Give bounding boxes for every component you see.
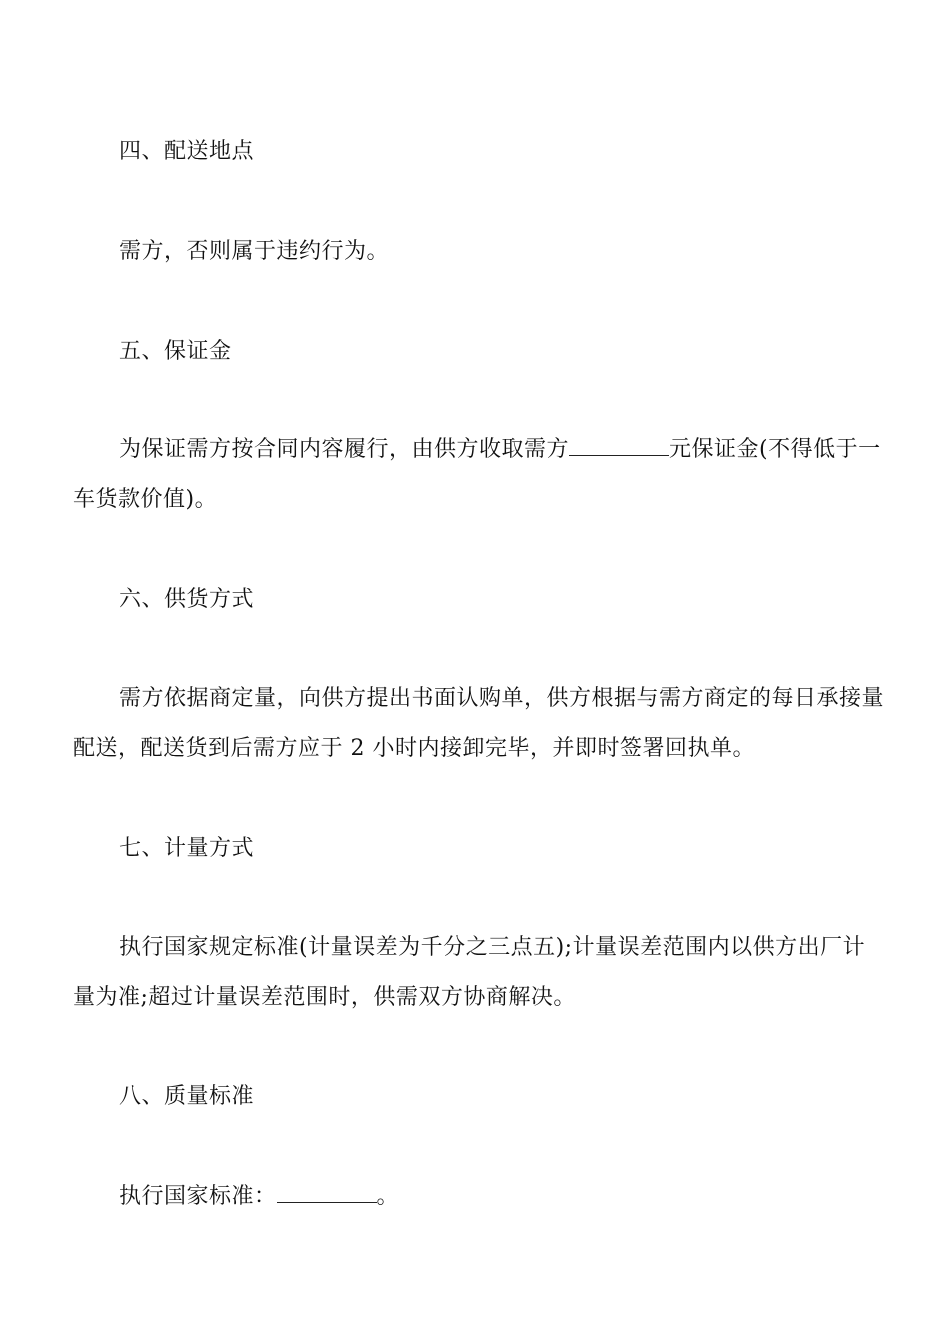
section-8-body-text-1: 执行国家标准： bbox=[119, 1184, 277, 1209]
section-7-body-line-1: 执行国家规定标准(计量误差为千分之三点五);计量误差范围内以供方出厂计 bbox=[119, 935, 866, 960]
section-5-body-line-1 bbox=[119, 437, 929, 463]
section-6-heading: 六、供货方式 bbox=[119, 587, 255, 612]
section-4-heading: 四、配送地点 bbox=[119, 139, 255, 164]
section-5-body-text-2: 元保证金(不得低于一 bbox=[669, 437, 881, 462]
section-5-body-line-2: 车货款价值)。 bbox=[73, 487, 218, 512]
quality-standard-blank[interactable] bbox=[277, 1184, 377, 1203]
section-5-heading: 五、保证金 bbox=[119, 339, 232, 364]
section-6-body-line-1: 需方依据商定量，向供方提出书面认购单，供方根据与需方商定的每日承接量 bbox=[119, 686, 885, 711]
section-6-body-line-2: 配送，配送货到后需方应于 2 小时内接卸完毕，并即时签署回执单。 bbox=[73, 736, 755, 761]
section-7-heading: 七、计量方式 bbox=[119, 836, 255, 861]
section-8-body bbox=[119, 1184, 929, 1210]
section-7-body-line-2: 量为准;超过计量误差范围时，供需双方协商解决。 bbox=[73, 985, 576, 1010]
section-8-heading: 八、质量标准 bbox=[119, 1084, 255, 1109]
deposit-amount-blank[interactable] bbox=[569, 437, 669, 456]
section-5-body-text-1: 为保证需方按合同内容履行，由供方收取需方 bbox=[119, 437, 570, 462]
section-8-body-text-2: 。 bbox=[376, 1184, 400, 1209]
section-4-body: 需方，否则属于违约行为。 bbox=[119, 239, 390, 264]
